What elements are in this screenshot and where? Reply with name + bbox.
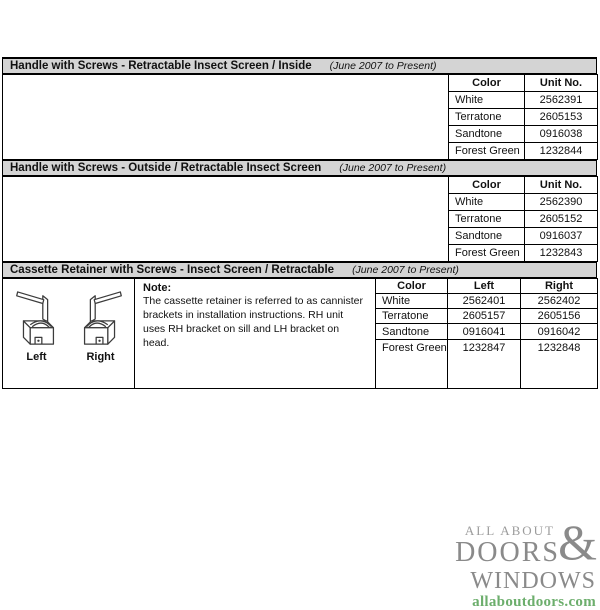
color-cell: Sandtone <box>449 228 525 245</box>
left-bracket-icon <box>14 290 60 348</box>
note-cell <box>135 279 376 389</box>
unit-no-cell: 2562390 <box>525 194 598 211</box>
logo-doors-text: DOORS <box>455 537 560 568</box>
section-header-handle-outside <box>2 159 597 177</box>
column-header-color: Color <box>376 279 448 294</box>
parts-table-cassette-retainer <box>2 278 598 389</box>
logo-all-about-text: ALL ABOUT <box>464 523 555 538</box>
unit-no-cell: 1232843 <box>525 245 598 262</box>
right-bracket-figure <box>78 290 124 363</box>
logo-windows-text: WINDOWS <box>470 568 596 594</box>
left-unit-cell: 2605157 <box>448 309 521 324</box>
logo <box>447 514 597 610</box>
table-header-row <box>3 75 598 92</box>
note-label: Note: <box>143 282 172 294</box>
column-header-color: Color <box>449 75 525 92</box>
unit-no-cell: 1232844 <box>525 143 598 160</box>
color-cell: Sandtone <box>449 126 525 143</box>
section-title: Handle with Screws - Retractable Insect Screen / Inside <box>10 60 312 72</box>
table-header-row <box>3 177 598 194</box>
right-unit-cell: 2605156 <box>521 309 598 324</box>
column-header-right: Right <box>521 279 598 294</box>
unit-no-cell: 2605152 <box>525 211 598 228</box>
empty-cell <box>3 75 449 160</box>
unit-no-cell: 0916038 <box>525 126 598 143</box>
catalog-page <box>2 57 597 389</box>
left-unit-cell: 2562401 <box>448 294 521 309</box>
ampersand-glyph: & <box>558 514 597 570</box>
column-header-unit-no: Unit No. <box>525 177 598 194</box>
color-cell: White <box>376 294 448 309</box>
column-header-color: Color <box>449 177 525 194</box>
right-unit-cell: 2562402 <box>521 294 598 309</box>
column-header-unit-no: Unit No. <box>525 75 598 92</box>
color-cell: Forest Green <box>376 340 448 389</box>
section-header-handle-inside <box>2 57 597 75</box>
right-bracket-icon <box>78 290 124 348</box>
unit-no-cell: 2562391 <box>525 92 598 109</box>
left-bracket-figure <box>14 290 60 363</box>
note-text: The cassette retainer is referred to as cannister brackets in installation instructions. RH unit uses RH bracket on sill and LH bracket on head. <box>143 295 364 349</box>
unit-no-cell: 2605153 <box>525 109 598 126</box>
color-cell: Forest Green <box>449 143 525 160</box>
color-cell: Terratone <box>376 309 448 324</box>
color-cell: Terratone <box>449 109 525 126</box>
section-title: Cassette Retainer with Screws - Insect Screen / Retractable <box>10 264 335 276</box>
empty-cell <box>3 177 449 262</box>
right-bracket-label: Right <box>86 351 115 363</box>
color-cell: Terratone <box>449 211 525 228</box>
section-title: Handle with Screws - Outside / Retractable Insect Screen <box>10 162 322 174</box>
color-cell: Sandtone <box>376 324 448 340</box>
left-bracket-label: Left <box>26 351 47 363</box>
section-header-cassette-retainer <box>2 261 597 279</box>
right-unit-cell: 0916042 <box>521 324 598 340</box>
table-header-row <box>3 279 598 294</box>
section-date-note: (June 2007 to Present) <box>352 264 459 276</box>
color-cell: White <box>449 92 525 109</box>
color-cell: Forest Green <box>449 245 525 262</box>
left-unit-cell: 1232847 <box>448 340 521 389</box>
color-cell: White <box>449 194 525 211</box>
logo-website-url: allaboutdoors.com <box>472 594 596 610</box>
section-date-note: (June 2007 to Present) <box>339 162 447 174</box>
bracket-diagrams <box>3 290 134 363</box>
left-unit-cell: 0916041 <box>448 324 521 340</box>
bracket-diagram-cell <box>3 279 135 389</box>
section-date-note: (June 2007 to Present) <box>329 60 437 72</box>
unit-no-cell: 0916037 <box>525 228 598 245</box>
parts-table-handle-inside <box>2 74 598 160</box>
column-header-left: Left <box>448 279 521 294</box>
parts-table-handle-outside <box>2 176 598 262</box>
right-unit-cell: 1232848 <box>521 340 598 389</box>
